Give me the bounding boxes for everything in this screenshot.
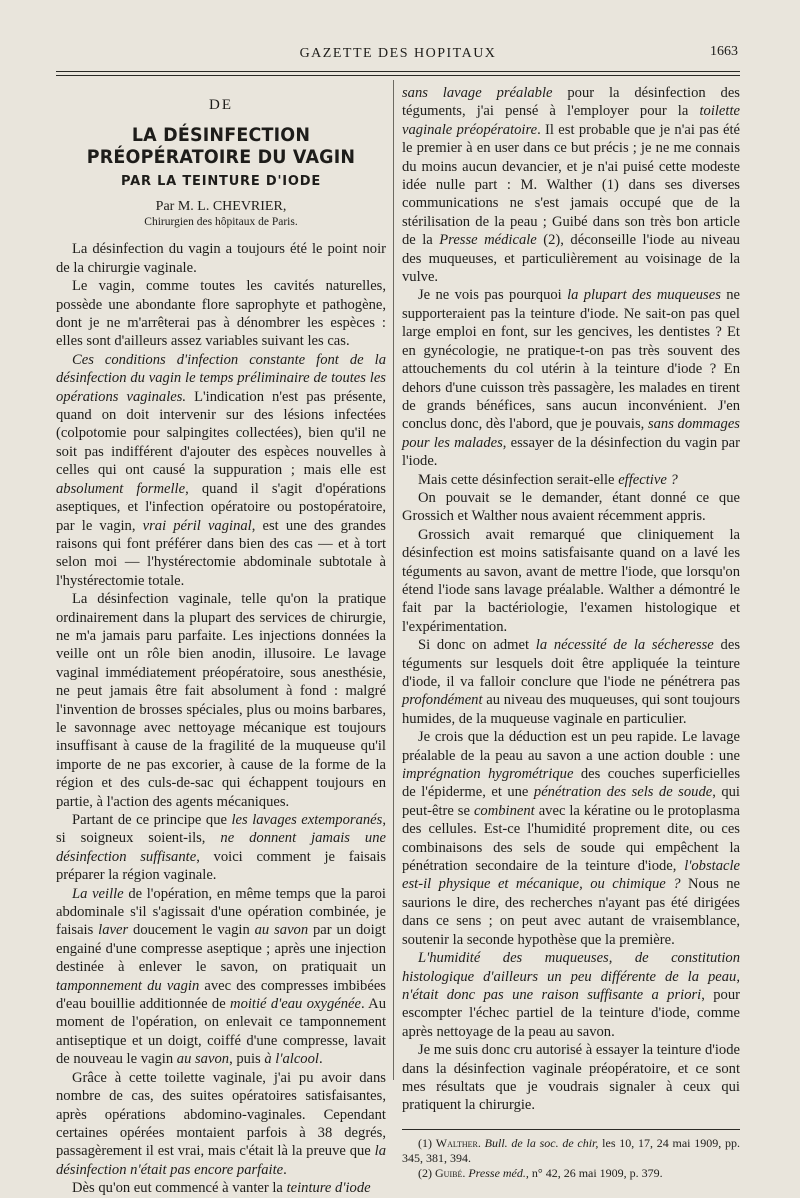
column-divider	[393, 80, 394, 1080]
page-number: 1663	[710, 44, 738, 59]
paragraph: L'humidité des muqueuses, de constitution histologique d'ailleurs un peu différente de la peau, n'était donc pas une raison suffisante a priori, pour escompter l'échec partiel de la teinture d'iode, comme après nettoyage de la peau au savon.	[402, 950, 740, 1040]
paragraph: Je ne vois pas pourquoi la plupart des muqueuses ne supporteraient pas la teinture d'iode. Ne sait-on pas quel large emploi en font, sur les gencives, les dentistes ? Et en gynécologie, ne pratique-t-on pas très souvent des attouchements du col utérin à la teinture d'iode ? En dehors d'une cuisson très passagère, les malades en tirent de grands bénéfices, sans aucun inconvénient. J'en conclus donc, dès l'abord, que je pouvais, sans dommages pour les malades, essayer de la désinfection du vagin par l'iode.	[402, 287, 740, 470]
paragraph: Ces conditions d'infection constante font de la désinfection du vagin le temps préliminaire de toutes les opérations vaginales. L'indication n'est pas présente, quand on doit intervenir sur des lésions infectées (colpotomie pour salpingites collectées), bien qu'il ne soit pas indifférent d'ajouter des espèces nouvelles à celles qui ont causé la suppuration ; mais elle est absolument formelle, quand il s'agit d'opérations aseptiques, et l'infection opératoire ou postopératoire, par le vagin, vrai péril vaginal, est une des grandes raisons qui font préférer dans bien des cas — et à tort selon moi — l'hystérectomie abdominale subtotale à l'hystérectomie totale.	[56, 351, 386, 589]
paragraph: La désinfection vaginale, telle qu'on la pratique ordinairement dans la plupart des services de chirurgie, ne m'a jamais paru parfaite. Les injections données la veille ont un rôle bien anodin, illusoire. Le lavage vaginal immédiatement préopératoire, sous anesthésie, ne peut jamais être fait absolument à fond : malgré l'invention de brosses spéciales, plus ou moins barbares, le savonnage avec nettoyage mécanique est toujours insuffisant à cause de la fragilité de la muqueuse qu'il importe de ne pas excorier, à cause de la forme de la région et des culs-de-sac qui échappent toujours en partie, à l'action des agents mécaniques.	[56, 591, 386, 810]
paragraph: Je me suis donc cru autorisé à essayer la teinture d'iode dans la désinfection vaginale préopératoire, et ce sont mes résultats que je voudrais signaler à ceux qui pratiquent la chirurgie.	[402, 1042, 740, 1114]
paragraph: La désinfection du vagin a toujours été le point noir de la chirurgie vaginale.	[56, 241, 386, 276]
running-header	[56, 40, 740, 66]
header-rule-top	[56, 71, 740, 72]
paragraph: Si donc on admet la nécessité de la sécheresse des téguments sur lesquels doit être appliquée la teinture d'iode, il va falloir conclure que l'iode ne pénétrera pas profondément au niveau des muqueuses, qui sont toujours humides, de la muqueuse vaginale en particulier.	[402, 637, 740, 727]
running-title: GAZETTE DES HOPITAUX	[299, 46, 497, 61]
footnote-rule	[402, 1129, 740, 1130]
header-rule-bottom	[56, 75, 740, 76]
left-column	[56, 84, 386, 1198]
footnote: (2) Guibé. Presse méd., n° 42, 26 mai 1909, p. 379.	[418, 1165, 663, 1180]
paragraph: La veille de l'opération, en même temps que la paroi abdominale s'il s'agissait d'une opération combinée, je faisais laver doucement le vagin au savon par un doigt engainé d'une compresse aseptique ; après une injection destinée à enlever le savon, on pratiquait un tamponnement du vagin avec des compresses imbibées d'eau bouillie additionnée de moitié d'eau oxygénée. Au moment de l'opération, on enlevait ce tamponnement antiseptique et un doigt, coiffé d'une compresse, lavait de nouveau le vagin au savon, puis à l'alcool.	[56, 885, 387, 1068]
paragraph: Le vagin, comme toutes les cavités naturelles, possède une abondante flore saprophyte et pathogène, dont je ne m'arrêterai pas à dénombrer les espèces : elles sont d'ailleurs assez variables suivant les cas.	[56, 278, 386, 350]
paragraph: Grâce à cette toilette vaginale, j'ai pu avoir dans nombre de cas, des suites opératoires satisfaisantes, après opérations abdomino-vaginales. Cependant certaines opérées montaient parfois à 38 degrés, passagèrement il est vrai, mais c'était là la preuve que la désinfection n'était pas encore parfaite.	[56, 1069, 386, 1178]
article-title: LA DÉSINFECTION PRÉOPÉRATOIRE DU VAGIN	[86, 124, 356, 169]
paragraph: Grossich avait remarqué que cliniquement la désinfection est moins satisfaisante quand on a lavé les téguments au savon, avant de mettre l'iode, que lorsqu'on étend l'iode sans lavage préalable. Walther a démontré le fait par la bactériologie, l'examen histologique et l'expérimentation.	[402, 526, 740, 635]
author-affiliation: Chirurgien des hôpitaux de Paris.	[144, 216, 298, 229]
right-column	[402, 84, 740, 1181]
paragraph: Partant de ce principe que les lavages extemporanés, si soigneux soient-ils, ne donnent jamais une désinfection suffisante, voici comment je faisais préparer la région vaginale.	[56, 812, 386, 884]
title-prefix: DE	[209, 97, 233, 113]
paragraph: On pouvait se le demander, étant donné ce que Grossich et Walther nous avaient récemment appris.	[402, 489, 740, 525]
paragraph: sans lavage préalable pour la désinfection des téguments, j'ai pensé à l'employer pour la toilette vaginale préopératoire. Il est probable que je n'ai pas été le premier à en user dans ce but précis ; je ne me connais du moins aucun devancier, et je n'ai puisé cette modeste idée nulle part : M. Walther (1) dans ses diverses communications ne s'est jamais occupé que de la stérilisation de la peau ; Guibé dans son très bon article de la Presse médicale (2), déconseille l'iode au niveau des muqueuses, et particulièrement au voisinage de la vulve.	[402, 85, 740, 286]
article-subtitle: PAR LA TEINTURE D'IODE	[120, 174, 322, 190]
paragraph: Mais cette désinfection serait-elle effective ?	[418, 471, 678, 488]
paragraph: Dès qu'on eut commencé à vanter la teinture d'iode	[72, 1180, 371, 1197]
paragraph: Je crois que la déduction est un peu rapide. Le lavage préalable de la peau au savon a une action double : une imprégnation hygrométrique des couches superficielles de l'épiderme, et une pénétration des sels de soude, qui peut-être se combinent avec la kératine ou le protoplasma des cellules. Est-ce l'humidité proprement dite, ou ces combinaisons des sels de soude qui empêchent la pénétration secondaire de la teinture d'iode, l'obstacle est-il physique et mécanique, ou chimique ? Nous ne saurions le dire, des recherches n'ayant pas été dirigées dans ce sens ; on peut avec autant de vraisemblance, soutenir la seconde hypothèse que la première.	[402, 729, 741, 948]
footnote: (1) Walther. Bull. de la soc. de chir, les 10, 17, 24 mai 1909, pp. 345, 381, 394.	[402, 1135, 740, 1165]
author-line: Par M. L. CHEVRIER,	[155, 199, 287, 215]
